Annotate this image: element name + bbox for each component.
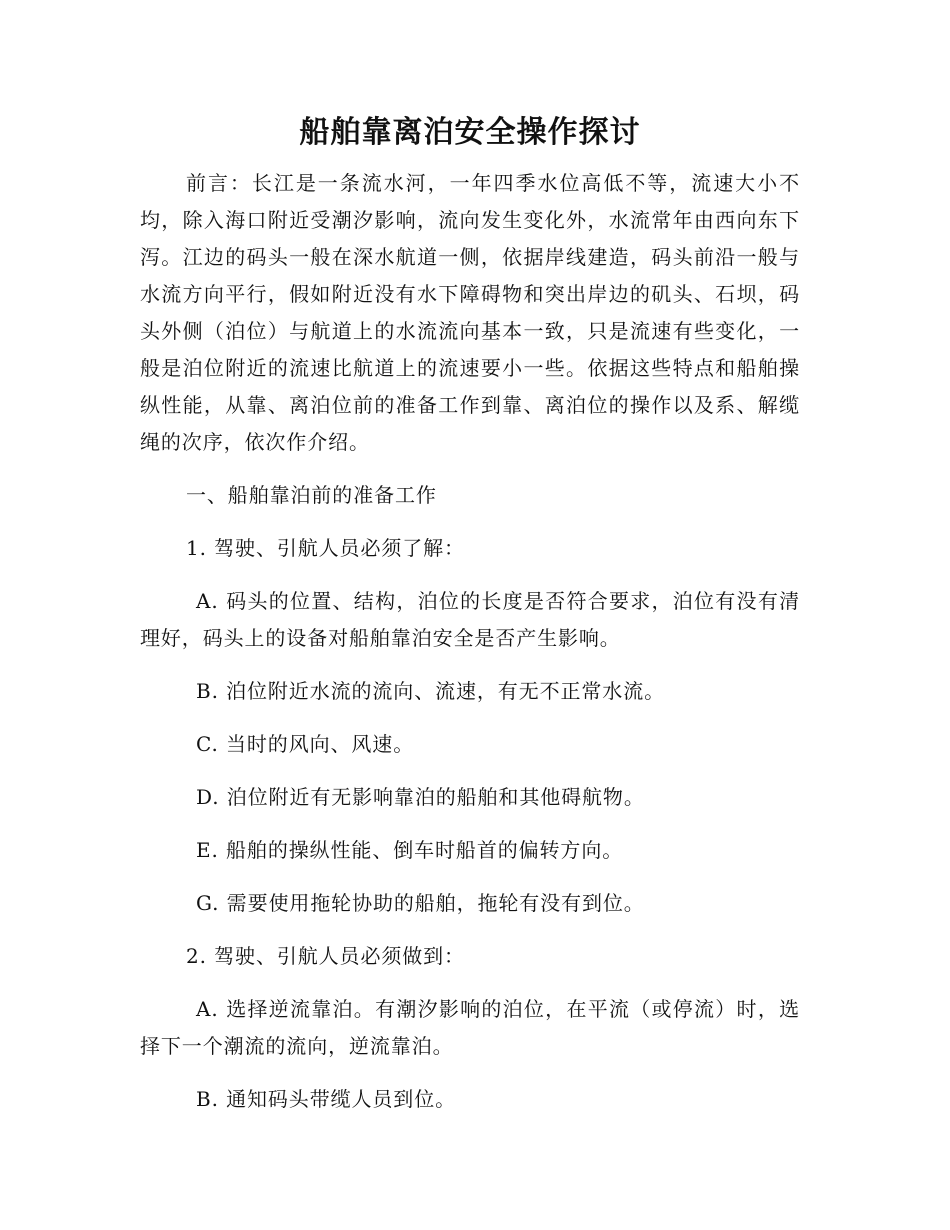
document-page bbox=[140, 100, 800, 1118]
intro-paragraph: 前言：长江是一条流水河，一年四季水位高低不等，流速大小不均，除入海口附近受潮汐影响，流向发生变化外，水流常年由西向东下泻。江边的码头一般在深水航道一侧，依据岸线建造，码头前沿一般与水流方向平行，假如附近没有水下障碍物和突出岸边的矶头、石坝，码头外侧（泊位）与航道上的水流流向基本一致，只是流速有些变化，一般是泊位附近的流速比航道上的流速要小一些。依据这些特点和船舶操纵性能，从靠、离泊位前的准备工作到靠、离泊位的操作以及系、解缆绳的次序，依次作介绍。 bbox=[140, 171, 800, 454]
subheading-1: 1. 驾驶、引航人员必须了解： bbox=[186, 536, 465, 560]
document-title: 船舶靠离泊安全操作探讨 bbox=[299, 115, 641, 150]
list-item: A. 码头的位置、结构，泊位的长度是否符合要求，泊位有没有清理好，码头上的设备对船舶靠泊安全是否产生影响。 bbox=[140, 589, 800, 650]
list-item: D. 泊位附近有无影响靠泊的船舶和其他碍航物。 bbox=[196, 785, 645, 809]
list-item: A. 选择逆流靠泊。有潮汐影响的泊位，在平流（或停流）时，选择下一个潮流的流向，逆流靠泊。 bbox=[140, 997, 800, 1058]
subheading-2: 2. 驾驶、引航人员必须做到： bbox=[186, 944, 465, 968]
list-item: B. 通知码头带缆人员到位。 bbox=[196, 1087, 457, 1111]
list-item: C. 当时的风向、风速。 bbox=[196, 732, 415, 756]
list-item: E. 船舶的操纵性能、倒车时船首的偏转方向。 bbox=[196, 838, 624, 862]
list-item: B. 泊位附近水流的流向、流速，有无不正常水流。 bbox=[196, 679, 666, 703]
section-heading-1: 一、船舶靠泊前的准备工作 bbox=[186, 483, 437, 507]
list-item: G. 需要使用拖轮协助的船舶，拖轮有没有到位。 bbox=[196, 891, 645, 915]
